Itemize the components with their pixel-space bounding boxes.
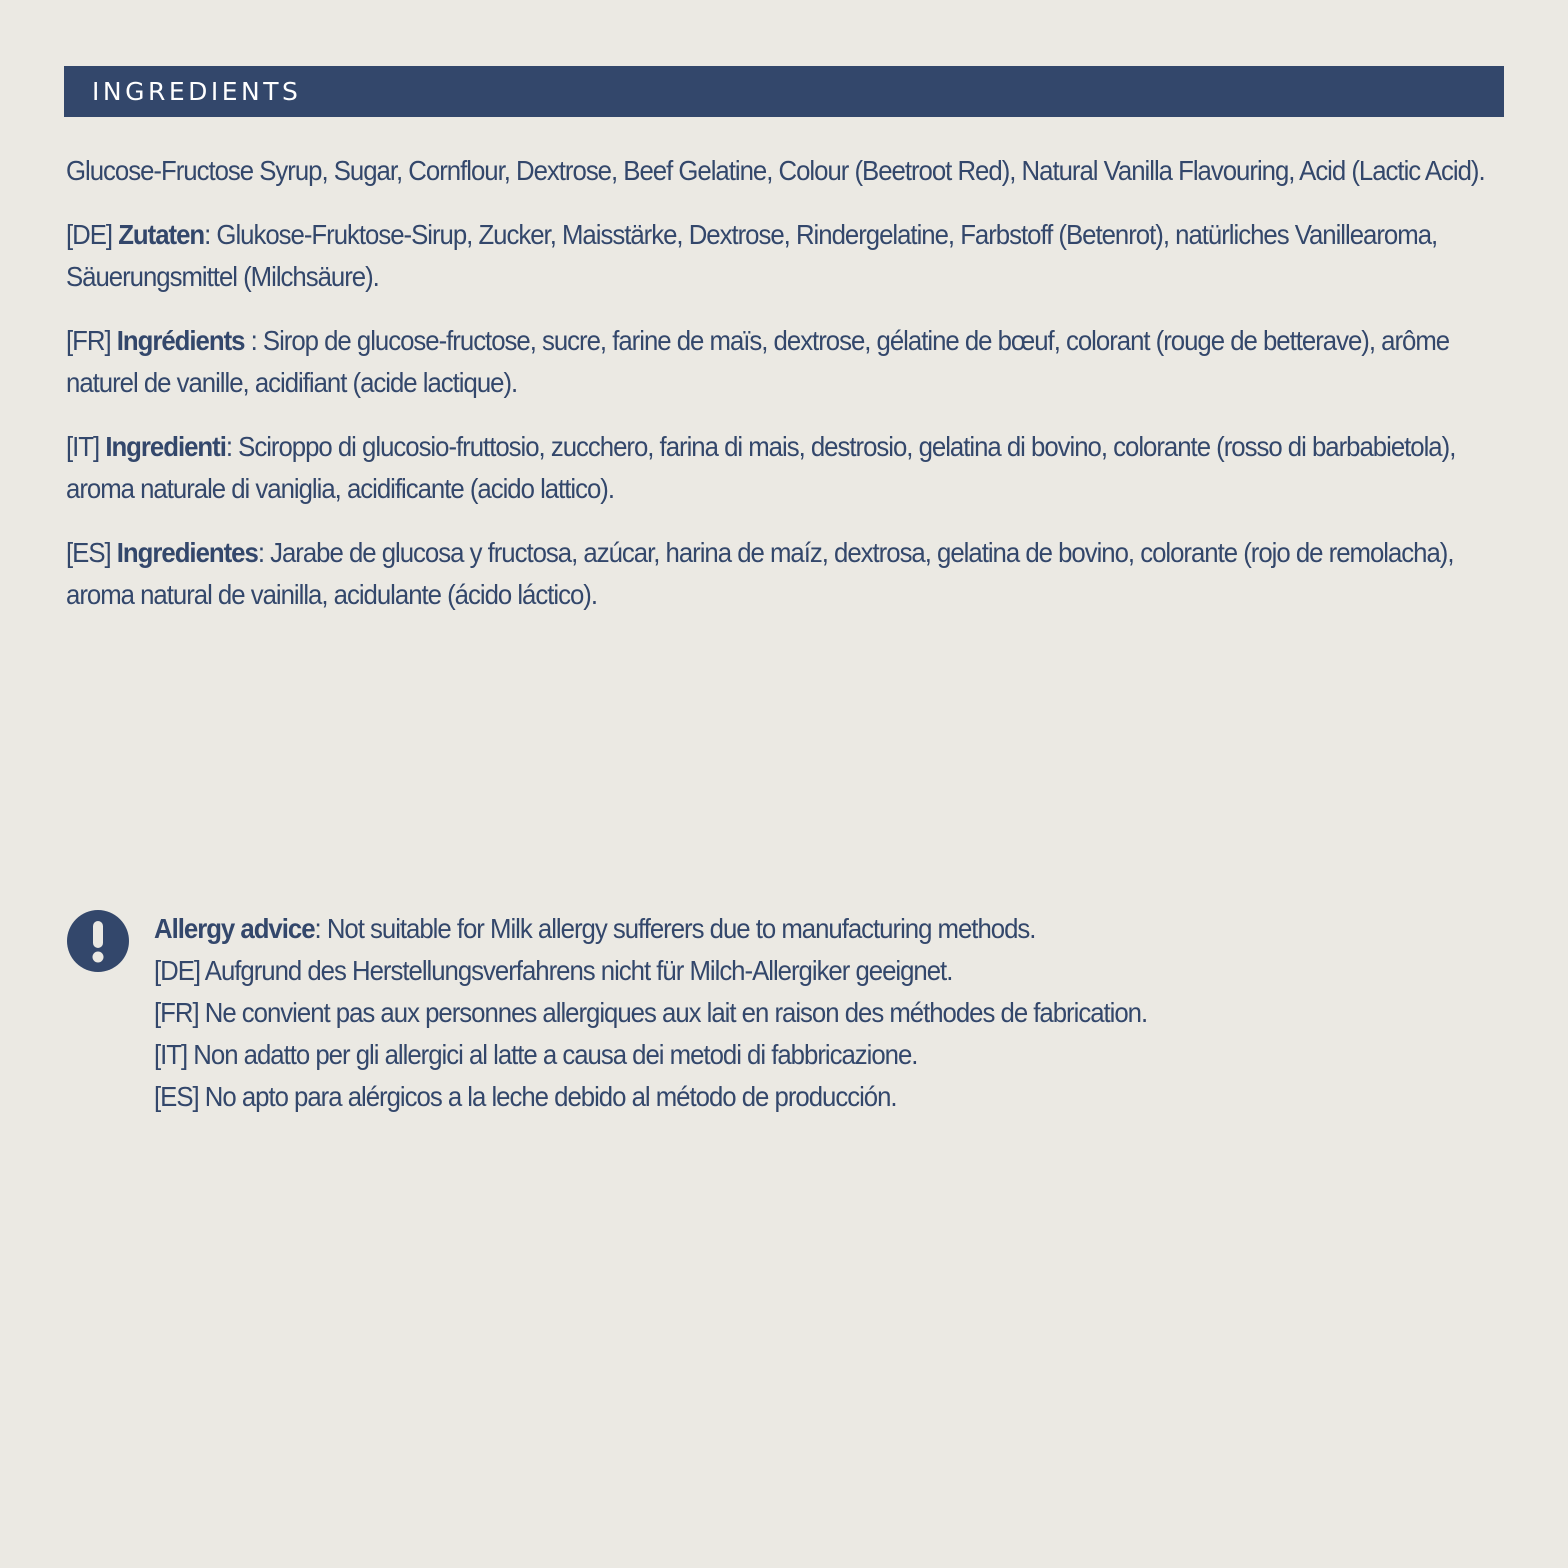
ingredients-de-text: : Glukose-Fruktose-Sirup, Zucker, Maisstärke, Dextrose, Rindergelatine, Farbstoff (Betenrot), natürliches Vanillearoma, Säuerungsmittel (Milchsäure). (66, 219, 1438, 292)
ingredients-it-text: : Sciroppo di glucosio-fruttosio, zucchero, farina di mais, destrosio, gelatina di bovino, colorante (rosso di barbabietola), aroma naturale di vaniglia, acidificante (acido lattico). (66, 431, 1456, 504)
ingredients-header-bar (64, 66, 1504, 117)
allergy-line-fr: [FR] Ne convient pas aux personnes allergiques aux lait en raison des méthodes de fabrication. (154, 997, 1148, 1028)
allergy-line-en (154, 908, 1350, 950)
lang-tag-fr: [FR] (66, 325, 111, 356)
ingredients-de (66, 214, 1501, 298)
ingredients-en-text: Glucose-Fructose Syrup, Sugar, Cornflour, Dextrose, Beef Gelatine, Colour (Beetroot Red), Natural Vanilla Flavouring, Acid (Lactic Acid). (66, 155, 1485, 186)
exclamation-circle-icon (67, 910, 129, 972)
ingredients-es-text: : Jarabe de glucosa y fructosa, azúcar, harina de maíz, dextrosa, gelatina de bovino, colorante (rojo de remolacha), aroma natural de vainilla, acidulante (ácido láctico). (66, 537, 1454, 610)
allergy-line-es: [ES] No apto para alérgicos a la leche debido al método de producción. (154, 1081, 897, 1112)
ingredients-label-de: Zutaten (118, 219, 205, 250)
ingredients-label-fr: Ingrédients (116, 325, 245, 356)
ingredients-label-es: Ingredientes (116, 537, 258, 568)
ingredients-section (66, 150, 1506, 638)
ingredients-fr-text: : Sirop de glucose-fructose, sucre, farine de maïs, dextrose, gélatine de bœuf, colorant (rouge de betterave), arôme naturel de vanille, acidifiant (acide lactique). (66, 325, 1450, 398)
allergy-line-de: [DE] Aufgrund des Herstellungsverfahrens nicht für Milch-Allergiker geeignet. (154, 955, 953, 986)
lang-tag-it: [IT] (66, 431, 100, 462)
ingredients-fr (66, 320, 1501, 404)
allergy-line-it: [IT] Non adatto per gli allergici al latte a causa dei metodi di fabbricazione. (154, 1039, 918, 1070)
allergy-advice-text (154, 908, 1350, 1118)
ingredients-en (66, 150, 1501, 192)
ingredients-it (66, 426, 1501, 510)
allergy-advice-label: Allergy advice (154, 913, 315, 944)
ingredients-es (66, 532, 1501, 616)
lang-tag-es: [ES] (66, 537, 111, 568)
allergy-en-text: : Not suitable for Milk allergy sufferers due to manufacturing methods. (314, 913, 1036, 944)
lang-tag-de: [DE] (66, 219, 113, 250)
ingredients-label-it: Ingredienti (105, 431, 226, 462)
ingredients-heading: INGREDIENTS (92, 77, 302, 106)
